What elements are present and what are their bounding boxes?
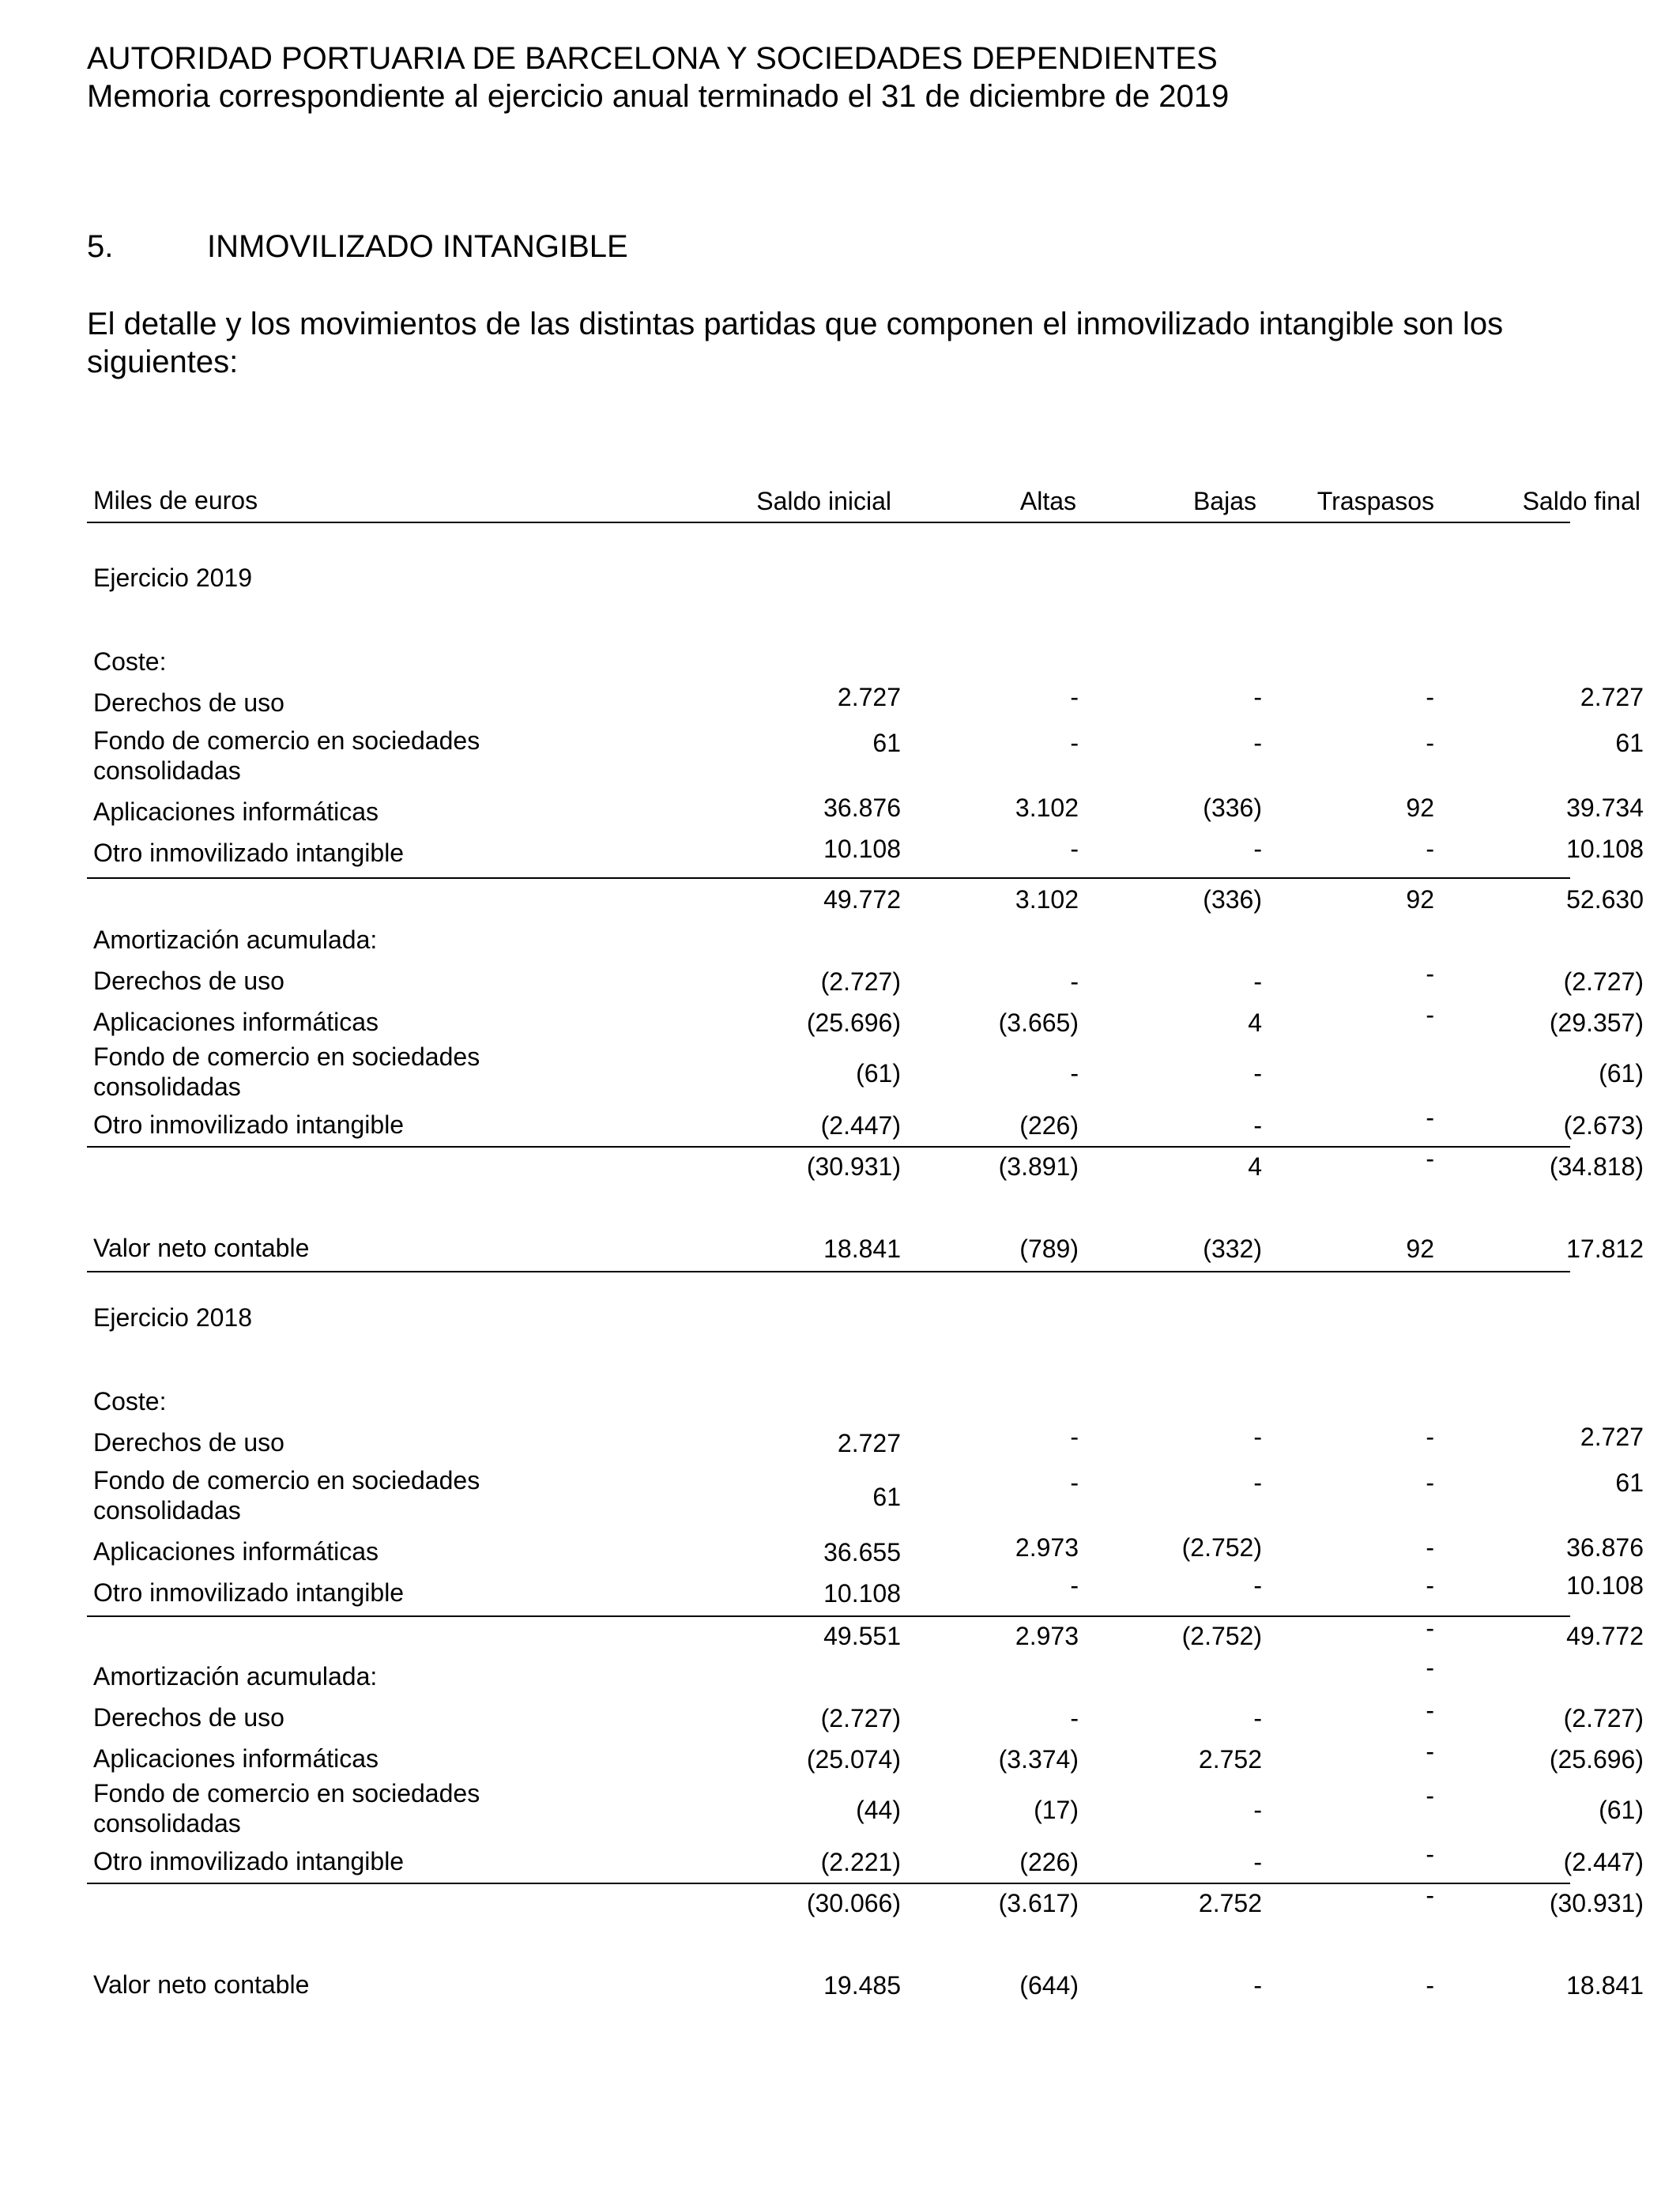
saldo-final-cell: (2.727)	[1563, 967, 1644, 996]
saldo-final-cell: 2.727	[1580, 683, 1644, 711]
group-label: Coste:	[93, 647, 167, 676]
traspasos-cell: -	[1426, 1144, 1434, 1173]
bajas-cell: 2.752	[1198, 1889, 1262, 1917]
traspasos-cell: -	[1426, 1881, 1434, 1909]
saldo-final-cell: (2.447)	[1563, 1848, 1644, 1876]
bajas-cell: -	[1253, 1796, 1262, 1824]
traspasos-cell: 92	[1406, 794, 1434, 822]
altas-cell: (3.891)	[998, 1152, 1079, 1181]
bajas-cell: -	[1253, 1571, 1262, 1600]
saldo-inicial-cell: (30.931)	[806, 1152, 901, 1181]
row-label: Derechos de uso	[93, 967, 284, 995]
altas-cell: 2.973	[1015, 1533, 1079, 1562]
row-label: Valor neto contable	[93, 1970, 310, 1999]
saldo-inicial-cell: (61)	[856, 1059, 901, 1088]
traspasos-cell: 92	[1406, 1235, 1434, 1263]
saldo-inicial-cell: 10.108	[823, 1579, 901, 1608]
row-label: Fondo de comercio en sociedades consolidadas	[93, 1042, 480, 1101]
traspasos-cell: -	[1426, 1103, 1434, 1132]
year-label: Ejercicio 2019	[93, 564, 252, 592]
traspasos-cell: -	[1426, 835, 1434, 863]
altas-cell: (3.617)	[998, 1889, 1079, 1917]
bajas-cell: (2.752)	[1181, 1533, 1262, 1562]
saldo-final-cell: (2.673)	[1563, 1111, 1644, 1140]
bajas-cell: -	[1253, 1971, 1262, 2000]
saldo-inicial-cell: 10.108	[823, 835, 901, 863]
row-label: Otro inmovilizado intangible	[93, 1847, 405, 1875]
traspasos-cell: -	[1426, 1468, 1434, 1497]
traspasos-cell: -	[1426, 1614, 1434, 1642]
saldo-final-cell: 39.734	[1566, 794, 1644, 822]
year-label: Ejercicio 2018	[93, 1303, 252, 1332]
row-label: Otro inmovilizado intangible	[93, 1110, 405, 1139]
traspasos-cell: -	[1426, 1001, 1434, 1029]
saldo-inicial-cell: 36.655	[823, 1538, 901, 1566]
subtotal-rule	[87, 877, 1570, 879]
altas-cell: -	[1070, 1704, 1079, 1732]
saldo-inicial-cell: 19.485	[823, 1971, 901, 2000]
saldo-final-cell: (2.727)	[1563, 1704, 1644, 1732]
traspasos-cell: -	[1426, 1653, 1434, 1682]
traspasos-cell: -	[1426, 1571, 1434, 1600]
altas-cell: -	[1070, 683, 1079, 711]
altas-cell: 2.973	[1015, 1622, 1079, 1650]
bajas-cell: -	[1253, 1111, 1262, 1140]
bajas-cell: -	[1253, 1059, 1262, 1088]
row-label: Otro inmovilizado intangible	[93, 1578, 405, 1607]
traspasos-cell: -	[1426, 1696, 1434, 1725]
saldo-inicial-cell: (30.066)	[806, 1889, 901, 1917]
bajas-cell: -	[1253, 1423, 1262, 1451]
altas-cell: -	[1070, 1571, 1079, 1600]
altas-cell: -	[1070, 1059, 1079, 1088]
traspasos-cell: -	[1426, 959, 1434, 988]
altas-cell: 3.102	[1015, 885, 1079, 914]
traspasos-cell: -	[1426, 729, 1434, 757]
saldo-final-cell: (34.818)	[1549, 1152, 1644, 1181]
bajas-cell: 4	[1248, 1152, 1262, 1181]
group-label: Coste:	[93, 1387, 167, 1416]
saldo-final-cell: 61	[1615, 1468, 1644, 1497]
report-header-period: Memoria correspondiente al ejercicio anual terminado el 31 de diciembre de 2019	[87, 79, 1230, 114]
bajas-cell: (336)	[1203, 885, 1262, 914]
saldo-inicial-cell: (25.696)	[806, 1008, 901, 1037]
bajas-cell: -	[1253, 835, 1262, 863]
altas-cell: (644)	[1019, 1971, 1079, 2000]
row-label: Fondo de comercio en sociedades consolidadas	[93, 1466, 480, 1525]
saldo-inicial-cell: (2.727)	[820, 1704, 901, 1732]
row-label: Fondo de comercio en sociedades consolidadas	[93, 1779, 480, 1838]
saldo-final-cell: (61)	[1599, 1059, 1644, 1088]
saldo-final-cell: (61)	[1599, 1796, 1644, 1824]
bajas-cell: -	[1253, 1468, 1262, 1497]
col-header-traspasos: Traspasos	[1317, 487, 1434, 515]
col-header-saldo-final: Saldo final	[1522, 487, 1640, 515]
saldo-final-cell: 49.772	[1566, 1622, 1644, 1650]
saldo-final-cell: 10.108	[1566, 835, 1644, 863]
bajas-cell: -	[1253, 967, 1262, 996]
saldo-inicial-cell: 18.841	[823, 1235, 901, 1263]
bajas-cell: -	[1253, 1704, 1262, 1732]
traspasos-cell: -	[1426, 1737, 1434, 1766]
traspasos-cell: -	[1426, 683, 1434, 711]
saldo-final-cell: (29.357)	[1549, 1008, 1644, 1037]
altas-cell: (226)	[1019, 1848, 1079, 1876]
altas-cell: (226)	[1019, 1111, 1079, 1140]
row-label: Otro inmovilizado intangible	[93, 839, 405, 867]
col-header-altas: Altas	[1019, 487, 1076, 515]
row-label: Valor neto contable	[93, 1234, 310, 1262]
header-rule	[87, 522, 1570, 523]
altas-cell: (3.374)	[998, 1745, 1079, 1774]
section-number: 5.	[87, 229, 114, 264]
col-header-bajas: Bajas	[1192, 487, 1256, 515]
saldo-final-cell: 17.812	[1566, 1235, 1644, 1263]
saldo-inicial-cell: 49.551	[823, 1622, 901, 1650]
saldo-inicial-cell: 2.727	[837, 683, 901, 711]
col-header-saldo-inicial: Saldo inicial	[756, 487, 891, 515]
section-intro: El detalle y los movimientos de las distintas partidas que componen el inmovilizado intangible son los siguientes:	[87, 307, 1504, 379]
report-header-entity: AUTORIDAD PORTUARIA DE BARCELONA Y SOCIEDADES DEPENDIENTES	[87, 41, 1218, 76]
col-header-units: Miles de euros	[93, 486, 258, 515]
bajas-cell: 2.752	[1198, 1745, 1262, 1774]
saldo-final-cell: 10.108	[1566, 1571, 1644, 1600]
saldo-final-cell: 52.630	[1566, 885, 1644, 914]
row-label: Aplicaciones informáticas	[93, 1008, 379, 1036]
saldo-inicial-cell: (2.727)	[820, 967, 901, 996]
saldo-final-cell: 36.876	[1566, 1533, 1644, 1562]
bajas-cell: -	[1253, 683, 1262, 711]
saldo-inicial-cell: (2.447)	[820, 1111, 901, 1140]
altas-cell: (3.665)	[998, 1008, 1079, 1037]
saldo-inicial-cell: 61	[872, 1483, 901, 1511]
saldo-final-cell: 61	[1615, 729, 1644, 757]
traspasos-cell: -	[1426, 1840, 1434, 1868]
bajas-cell: (2.752)	[1181, 1622, 1262, 1650]
altas-cell: (789)	[1019, 1235, 1079, 1263]
bajas-cell: (332)	[1203, 1235, 1262, 1263]
saldo-inicial-cell: 36.876	[823, 794, 901, 822]
traspasos-cell: 92	[1406, 885, 1434, 914]
row-label: Aplicaciones informáticas	[93, 1744, 379, 1773]
saldo-final-cell: (25.696)	[1549, 1745, 1644, 1774]
traspasos-cell: -	[1426, 1533, 1434, 1562]
row-label: Aplicaciones informáticas	[93, 797, 379, 826]
altas-cell: (17)	[1034, 1796, 1079, 1824]
altas-cell: -	[1070, 1423, 1079, 1451]
year-end-rule	[87, 1271, 1570, 1272]
altas-cell: -	[1070, 729, 1079, 757]
saldo-inicial-cell: (44)	[856, 1796, 901, 1824]
saldo-inicial-cell: (25.074)	[806, 1745, 901, 1774]
row-label: Derechos de uso	[93, 1703, 284, 1732]
row-label: Aplicaciones informáticas	[93, 1537, 379, 1566]
row-label: Fondo de comercio en sociedades consolidadas	[93, 726, 480, 785]
altas-cell: 3.102	[1015, 794, 1079, 822]
saldo-inicial-cell: 2.727	[837, 1429, 901, 1457]
altas-cell: -	[1070, 967, 1079, 996]
saldo-final-cell: 2.727	[1580, 1423, 1644, 1451]
bajas-cell: -	[1253, 729, 1262, 757]
altas-cell: -	[1070, 835, 1079, 863]
saldo-inicial-cell: 49.772	[823, 885, 901, 914]
saldo-inicial-cell: 61	[872, 729, 901, 757]
row-label: Derechos de uso	[93, 688, 284, 717]
saldo-inicial-cell: (2.221)	[820, 1848, 901, 1876]
traspasos-cell: -	[1426, 1781, 1434, 1810]
bajas-cell: -	[1253, 1848, 1262, 1876]
section-title: INMOVILIZADO INTANGIBLE	[207, 229, 628, 264]
bajas-cell: (336)	[1203, 794, 1262, 822]
group-label: Amortización acumulada:	[93, 1662, 378, 1691]
altas-cell: -	[1070, 1468, 1079, 1497]
row-label: Derechos de uso	[93, 1428, 284, 1457]
traspasos-cell: -	[1426, 1971, 1434, 2000]
bajas-cell: 4	[1248, 1008, 1262, 1037]
saldo-final-cell: 18.841	[1566, 1971, 1644, 2000]
traspasos-cell: -	[1426, 1423, 1434, 1451]
group-label: Amortización acumulada:	[93, 925, 378, 954]
saldo-final-cell: (30.931)	[1549, 1889, 1644, 1917]
